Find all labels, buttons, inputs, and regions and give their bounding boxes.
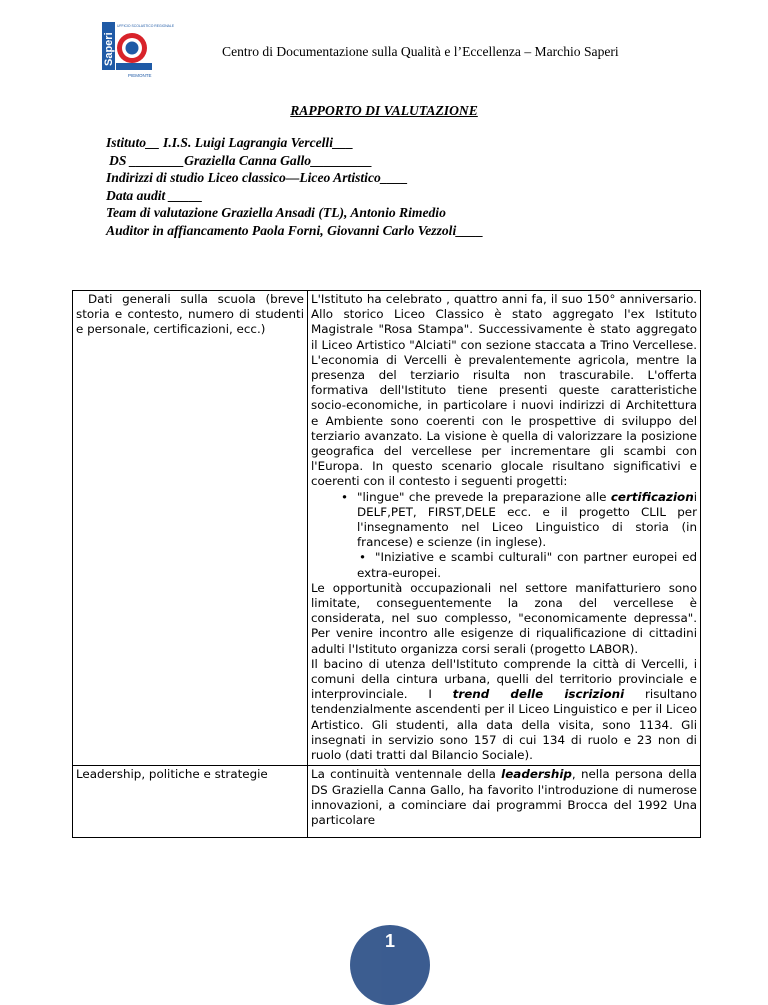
report-title: RAPPORTO DI VALUTAZIONE — [290, 103, 478, 118]
content-paragraph: Le opportunità occupazionali nel settore manifatturiero sono limitate, conseguentemente la zona del vercellese è considerata, nel suo complesso, "economicamente depressa". Per venire incontro alle esigenze di riqualificazione di cittadini adulti l'Istituto organizza corsi serali (progetto LABOR). — [311, 580, 697, 656]
bullet-emphasis: certificazion — [610, 489, 694, 504]
indirizzi-suffix: ____ — [380, 170, 408, 186]
ds-suffix: _________ — [311, 152, 373, 168]
ds-line — [106, 152, 483, 170]
auditor-suffix: ____ — [456, 222, 484, 238]
content-paragraph: L'Istituto ha celebrato , quattro anni fa, il suo 150° anniversario. Allo storico Liceo Classico è stato aggregato l'ex Istituto Magistrale "Rosa Stampa". Successivamente è stato aggregato il Liceo Artistico "Alciati" con sezione staccata a Trino Vercellese. L'economia di Vercelli è prevalentemente agricola, mentre la presenza del terziario risulta non trascurabile. L'offerta formativa dell'Istituto tiene presenti queste caratteristiche socio-economiche, in particolare i nuovi indirizzi di Architettura e Ambiente sono coerenti con le prospettive di sviluppo del terziario avanzato. La visione è quella di valorizzare la posizione geografica del vercellese per incrementare gli scambi con l'Europa. In questo scenario glocale risultano significativi e coerenti con il contesto i seguenti progetti: — [311, 292, 697, 489]
paragraph-text: risultano tendenzialmente ascendenti per il Liceo Linguistico e per il Liceo Artistico. Gli studenti, alla data della visita, sono 1134. Gli insegnati in servizio sono 157 di cui 134 di ruolo e 23 non di ruolo (dati tratti dal Bilancio Sociale). — [311, 687, 697, 763]
paragraph-emphasis: trend delle iscrizioni — [452, 687, 625, 702]
data-audit-line — [106, 187, 483, 205]
row-label-dati-generali: Dati generali sulla scuola (breve storia e contesto, numero di studenti e personale, certificazioni, ecc.) — [73, 291, 308, 766]
list-item: • "Iniziative e scambi culturali" con partner europei ed extra-europei. — [357, 550, 697, 580]
page-number-badge: 1 — [350, 925, 430, 1005]
auditor-line — [106, 222, 483, 240]
ds-value: Graziella Canna Gallo — [184, 152, 312, 168]
content-paragraph — [311, 657, 697, 763]
row-content-dati-generali — [308, 291, 701, 766]
report-metadata — [106, 134, 483, 240]
paragraph-emphasis: leadership — [501, 767, 572, 782]
row-label-leadership: Leadership, politiche e strategie — [73, 766, 308, 838]
logo-top-text: UFFICIO SCOLASTICO REGIONALE — [117, 24, 175, 28]
logo-brand-text: Saperi — [103, 32, 115, 66]
running-header: Centro di Documentazione sulla Qualità e l’Eccellenza – Marchio Saperi — [222, 44, 619, 59]
auditor-text: Auditor in affiancamento Paola Forni, Giovanni Carlo Vezzoli — [106, 222, 457, 238]
table-row — [73, 291, 701, 766]
row-content-leadership — [308, 766, 701, 838]
bullet-text: i DELF,PET, FIRST,DELE ecc. e il progetto CLIL per l'insegnamento nel Liceo Linguistico di storia (in francese) e scienze (in inglese). — [357, 489, 697, 550]
list-item — [357, 490, 697, 551]
evaluation-table — [72, 290, 701, 838]
indirizzi-line — [106, 169, 483, 187]
team-line: Team di valutazione Graziella Ansadi (TL), Antonio Rimedio — [106, 205, 446, 221]
data-audit-blank: _____ — [168, 187, 203, 203]
istituto-value: I.I.S. Luigi Lagrangia Vercelli — [163, 135, 333, 150]
paragraph-text: Il bacino di utenza dell'Istituto comprende la città di Vercelli, i comuni della cintura urbana, quelli del territorio provinciale e interprovinciale. I — [311, 656, 697, 702]
data-audit-label: Data audit — [106, 187, 169, 203]
indirizzi-text: Indirizzi di studio Liceo classico—Liceo Artistico — [106, 170, 381, 186]
saperi-quality-logo-icon — [102, 20, 175, 80]
bullet-text: "lingue" che prevede la preparazione alle — [357, 489, 611, 504]
istituto-line — [106, 134, 483, 152]
logo-bottom-text: PIEMONTE — [128, 73, 152, 78]
istituto-suffix: ___ — [333, 135, 354, 150]
ds-prefix: DS ________ — [109, 152, 185, 168]
projects-list — [311, 490, 697, 581]
paragraph-text: , nella persona della DS Graziella Canna Gallo, ha favorito l'introduzione di numerose innovazioni, a cominciare dai programmi Brocca del 1992 Una particolare — [311, 767, 697, 827]
table-row — [73, 766, 701, 838]
istituto-prefix: Istituto__ — [106, 135, 164, 150]
paragraph-text: La continuità ventennale della — [311, 767, 502, 782]
